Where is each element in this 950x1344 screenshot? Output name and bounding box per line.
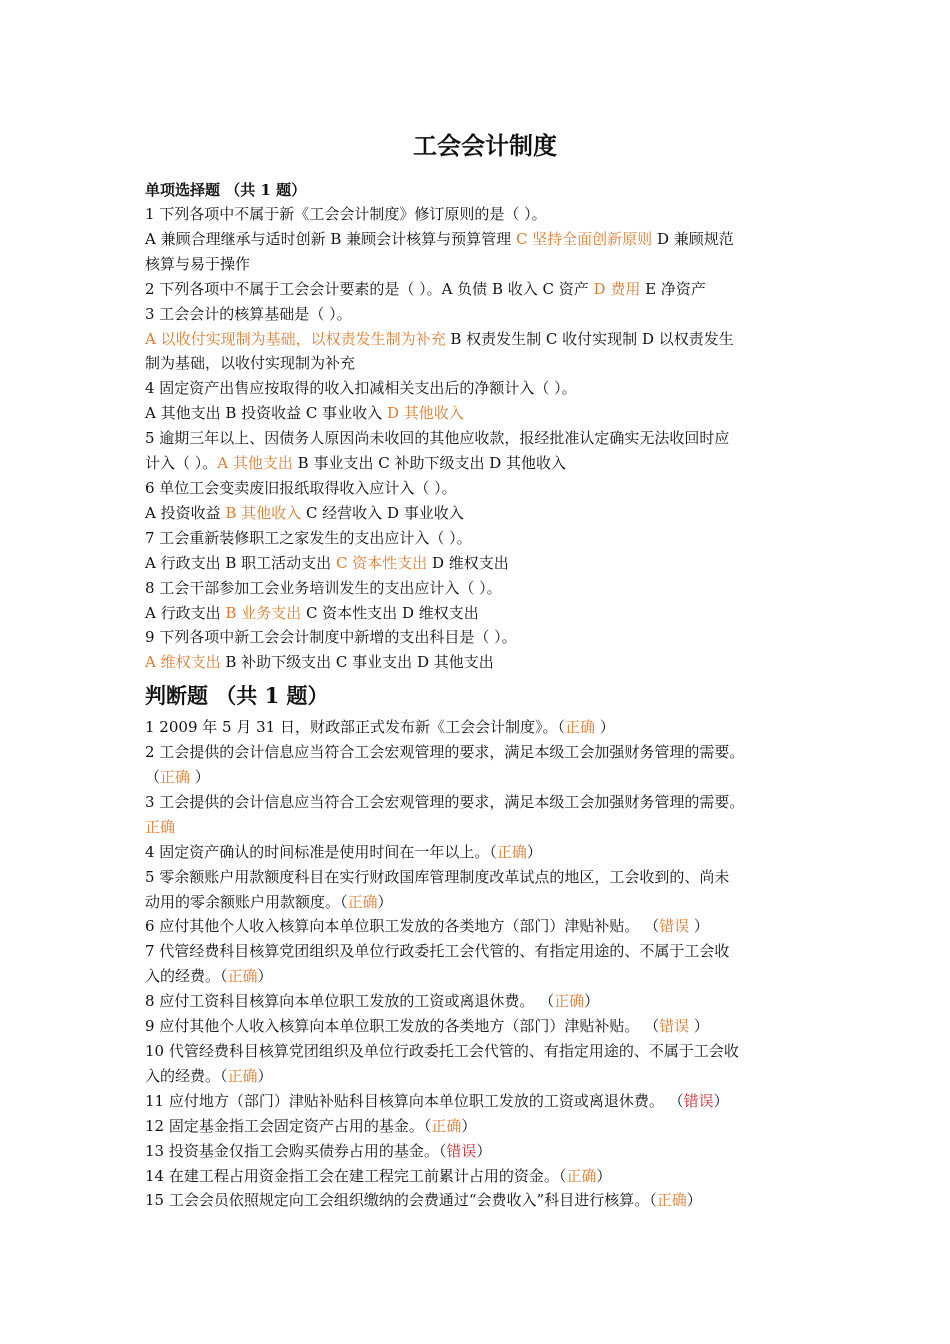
text-line — [145, 351, 825, 376]
text-line — [145, 476, 825, 501]
line-text: ） — [377, 892, 393, 911]
text-line — [145, 1164, 825, 1189]
text-line — [145, 989, 825, 1014]
line-text: ） — [476, 1141, 492, 1160]
text-line — [145, 715, 825, 740]
line-text: 7 工会重新装修职工之家发生的支出应计入（ ）。 — [145, 528, 472, 547]
line-text: 8 工会干部参加工会业务培训发生的支出应计入（ ）。 — [145, 578, 502, 597]
answer-text: D 费用 — [593, 279, 641, 298]
text-line — [145, 576, 825, 601]
line-text: B 事业支出 C 补助下级支出 D 其他收入 — [292, 454, 567, 473]
text-line — [145, 650, 825, 675]
line-text: 核算与易于操作 — [145, 254, 251, 273]
line-text: 8 应付工资科目核算向本单位职工发放的工资或离退休费。 （ — [145, 992, 555, 1011]
line-text: ） — [594, 718, 615, 737]
answer-text-wrong: 错误 — [683, 1091, 714, 1110]
line-text: 6 单位工会变卖废旧报纸取得收入应计入（ ）。 — [145, 478, 457, 497]
text-line — [145, 451, 825, 476]
line-text: 12 固定基金指工会固定资产占用的基金。（ — [145, 1116, 432, 1135]
answer-text: C 资本性支出 — [335, 553, 428, 572]
line-text: 入的经费。（ — [145, 1066, 228, 1085]
line-text: 动用的零余额账户用款额度。（ — [145, 892, 348, 911]
line-text: ） — [596, 1166, 612, 1185]
line-text: A 投资收益 — [145, 503, 226, 522]
text-line — [145, 227, 825, 252]
line-text: ） — [686, 1191, 702, 1210]
text-line — [145, 327, 825, 352]
line-text: A 兼顾合理继承与适时创新 B 兼顾会计核算与预算管理 — [145, 229, 516, 248]
text-line — [145, 376, 825, 401]
text-line — [145, 601, 825, 626]
answer-text: C 坚持全面创新原则 — [515, 229, 653, 248]
answer-text: 正确 — [347, 892, 378, 911]
text-line — [145, 1188, 825, 1213]
line-text: 入的经费。（ — [145, 967, 228, 986]
line-text: （ — [145, 768, 161, 787]
line-text: B 补助下级支出 C 事业支出 D 其他支出 — [220, 653, 494, 672]
line-text: ） — [190, 768, 210, 787]
single-choice-list — [145, 202, 825, 675]
line-text: A 其他支出 B 投资收益 C 事业收入 — [145, 404, 387, 423]
answer-text: 错误 — [659, 1017, 690, 1036]
text-line — [145, 1089, 825, 1114]
line-text: 9 下列各项中新工会会计制度中新增的支出科目是（ ）。 — [145, 628, 517, 647]
line-text: ） — [461, 1116, 477, 1135]
answer-text: 正确 — [431, 1116, 462, 1135]
line-text: 计入（ ）。 — [145, 454, 218, 473]
answer-text: 错误 — [659, 917, 690, 936]
text-line — [145, 252, 825, 277]
document-title: 工会会计制度 — [413, 131, 557, 160]
section-header-single-choice: 单项选择题 （共 1 题） — [145, 181, 307, 199]
text-line — [145, 939, 825, 964]
document-page — [145, 130, 825, 1213]
line-text: A 行政支出 — [145, 603, 226, 622]
text-line — [145, 501, 825, 526]
line-text: ） — [257, 967, 273, 986]
text-line — [145, 740, 825, 765]
answer-text: B 其他收入 — [225, 503, 302, 522]
line-text: C 经营收入 D 事业收入 — [301, 503, 464, 522]
line-text: 5 逾期三年以上、因债务人原因尚未收回的其他应收款，报经批准认定确实无法收回时应 — [145, 429, 730, 448]
text-line — [145, 914, 825, 939]
text-line — [145, 426, 825, 451]
text-line — [145, 1139, 825, 1164]
text-line — [145, 1114, 825, 1139]
answer-text: 正确 — [160, 768, 191, 787]
text-line — [145, 840, 825, 865]
text-line — [145, 551, 825, 576]
line-text: E 净资产 — [640, 279, 706, 298]
answer-text: B 业务支出 — [225, 603, 302, 622]
answer-text: A 维权支出 — [145, 653, 221, 672]
answer-text: 正确 — [496, 842, 527, 861]
line-text: 制为基础，以收付实现制为补充 — [145, 354, 356, 373]
line-text: 14 在建工程占用资金指工会在建工程完工前累计占用的资金。（ — [145, 1166, 567, 1185]
answer-text: 正确 — [554, 992, 585, 1011]
answer-text: 正确 — [566, 1166, 597, 1185]
text-line — [145, 865, 825, 890]
line-text: 10 代管经费科目核算党团组织及单位行政委托工会代管的、有指定用途的、不属于工会收 — [145, 1042, 739, 1060]
text-line — [145, 790, 825, 815]
line-text: D 维权支出 — [427, 553, 509, 572]
line-text: 11 应付地方（部门）津贴补贴科目核算向本单位职工发放的工资或离退休费。 （ — [145, 1091, 684, 1110]
line-text: 15 工会会员依照规定向工会组织缴纳的会费通过“会费收入”科目进行核算。（ — [145, 1191, 657, 1210]
line-text: 4 固定资产出售应按取得的收入扣减相关支出后的净额计入（ ）。 — [145, 379, 577, 398]
answer-text: 正确 — [145, 817, 176, 836]
line-text: ） — [713, 1091, 729, 1110]
section-header-true-false: 判断题 （共 1 题） — [145, 683, 329, 709]
text-line — [145, 526, 825, 551]
line-text: ） — [689, 917, 709, 936]
text-line — [145, 401, 825, 426]
answer-text: 正确 — [227, 967, 258, 986]
text-line — [145, 625, 825, 650]
answer-text: 正确 — [656, 1191, 687, 1210]
text-line — [145, 1064, 825, 1089]
line-text: 1 2009 年 5 月 31 日，财政部正式发布新《工会会计制度》。（ — [145, 718, 565, 737]
answer-text: A 以收付实现制为基础，以权责发生制为补充 — [145, 329, 446, 348]
line-text: 3 工会提供的会计信息应当符合工会宏观管理的要求，满足本级工会加强财务管理的需要。 — [145, 792, 745, 811]
true-false-list — [145, 715, 825, 1213]
line-text: 1 下列各项中不属于新《工会会计制度》修订原则的是（ ）。 — [145, 205, 547, 223]
answer-text: D 其他收入 — [386, 404, 464, 423]
text-line — [145, 1039, 825, 1064]
line-text: 9 应付其他个人收入核算向本单位职工发放的各类地方（部门）津贴补贴。 （ — [145, 1017, 660, 1036]
line-text: ） — [689, 1017, 709, 1036]
answer-text: 正确 — [564, 718, 595, 737]
line-text: 13 投资基金仅指工会购买债券占用的基金。（ — [145, 1141, 447, 1160]
line-text: 4 固定资产确认的时间标准是使用时间在一年以上。（ — [145, 842, 497, 861]
answer-text: A 其他支出 — [217, 454, 293, 473]
line-text: 3 工会会计的核算基础是（ ）。 — [145, 304, 352, 323]
text-line — [145, 277, 825, 302]
text-line — [145, 765, 825, 790]
text-line — [145, 815, 825, 840]
text-line — [145, 1014, 825, 1039]
line-text: 6 应付其他个人收入核算向本单位职工发放的各类地方（部门）津贴补贴。 （ — [145, 917, 660, 936]
answer-text: 正确 — [227, 1066, 258, 1085]
line-text: 2 工会提供的会计信息应当符合工会宏观管理的要求，满足本级工会加强财务管理的需要。 — [145, 743, 745, 762]
line-text: B 权责发生制 C 收付实现制 D 以权责发生 — [445, 329, 734, 348]
line-text: ） — [526, 842, 542, 861]
answer-text-wrong: 错误 — [446, 1141, 477, 1160]
line-text: A 行政支出 B 职工活动支出 — [145, 553, 336, 572]
text-line — [145, 890, 825, 915]
text-line — [145, 202, 825, 227]
line-text: ） — [584, 992, 600, 1011]
line-text: C 资本性支出 D 维权支出 — [301, 603, 479, 622]
line-text: ） — [257, 1066, 273, 1085]
text-line — [145, 302, 825, 327]
line-text: 7 代管经费科目核算党团组织及单位行政委托工会代管的、有指定用途的、不属于工会收 — [145, 942, 730, 961]
text-line — [145, 964, 825, 989]
line-text: D 兼顾规范 — [652, 229, 734, 248]
line-text: 5 零余额账户用款额度科目在实行财政国库管理制度改革试点的地区，工会收到的、尚未 — [145, 867, 730, 886]
line-text: 2 下列各项中不属于工会会计要素的是（ ）。A 负债 B 收入 C 资产 — [145, 279, 594, 298]
